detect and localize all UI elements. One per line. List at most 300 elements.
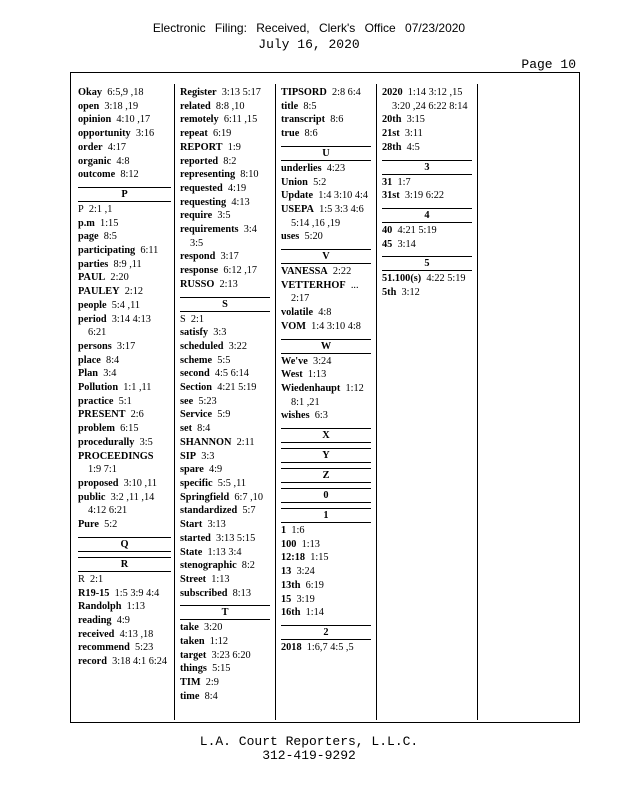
index-entry bbox=[78, 491, 171, 518]
index-section-header: Z bbox=[281, 468, 371, 483]
index-refs: 4:21 5:19 bbox=[217, 382, 257, 394]
index-refs: 4:5 bbox=[406, 141, 420, 153]
index-refs: 3:4 3:5 bbox=[190, 224, 257, 249]
index-section-header: 0 bbox=[281, 488, 371, 503]
index-refs: 3:12 bbox=[401, 287, 420, 299]
index-refs: 5:5 ,11 bbox=[217, 477, 246, 489]
index-column-3 bbox=[281, 86, 371, 655]
index-entry bbox=[180, 463, 270, 477]
index-entry bbox=[281, 579, 371, 593]
index-entry bbox=[382, 176, 472, 190]
index-entry bbox=[78, 614, 171, 628]
index-entry bbox=[281, 230, 371, 244]
index-entry bbox=[180, 340, 270, 354]
index-word: P bbox=[78, 203, 84, 215]
index-word: State bbox=[180, 546, 203, 558]
index-word: SHANNON bbox=[180, 436, 232, 448]
index-refs: 2:13 bbox=[219, 278, 238, 290]
index-entry bbox=[180, 223, 270, 250]
index-word: spare bbox=[180, 464, 204, 476]
index-entry bbox=[180, 450, 270, 464]
index-entry bbox=[382, 127, 472, 141]
index-entry bbox=[78, 641, 171, 655]
index-entry bbox=[281, 593, 371, 607]
index-entry bbox=[382, 113, 472, 127]
index-refs: 3:24 bbox=[296, 566, 315, 578]
index-word: 5th bbox=[382, 287, 397, 299]
index-entry bbox=[78, 127, 171, 141]
index-refs: 4:5 6:14 bbox=[214, 368, 249, 380]
index-word: time bbox=[180, 690, 200, 702]
index-refs: 8:8 ,10 bbox=[215, 100, 245, 112]
index-entry bbox=[78, 258, 171, 272]
index-word: remotely bbox=[180, 114, 219, 126]
index-entry bbox=[281, 203, 371, 230]
reporter-phone: 312-419-9292 bbox=[262, 748, 356, 763]
index-entry bbox=[180, 436, 270, 450]
index-word: procedurally bbox=[78, 436, 135, 448]
index-word: SIP bbox=[180, 450, 197, 462]
index-word: satisfy bbox=[180, 327, 209, 339]
index-word: outcome bbox=[78, 169, 116, 181]
index-entry bbox=[78, 100, 171, 114]
index-word: R19-15 bbox=[78, 587, 110, 599]
index-entry bbox=[78, 573, 171, 587]
index-word: Pollution bbox=[78, 382, 119, 394]
index-entry bbox=[382, 189, 472, 203]
index-entry bbox=[382, 238, 472, 252]
index-word: Section bbox=[180, 382, 213, 394]
index-word: underlies bbox=[281, 162, 322, 174]
index-entry bbox=[78, 587, 171, 601]
index-entry bbox=[180, 676, 270, 690]
index-refs: 1:1 ,11 bbox=[123, 382, 152, 394]
index-word: order bbox=[78, 141, 103, 153]
index-refs: 1:13 bbox=[211, 573, 230, 585]
index-refs: 3:17 bbox=[220, 251, 239, 263]
index-word: Wiedenhaupt bbox=[281, 382, 341, 394]
index-entry bbox=[180, 518, 270, 532]
index-section-header: 5 bbox=[382, 256, 472, 271]
index-refs: 3:10 ,11 bbox=[123, 477, 157, 489]
index-entry bbox=[180, 182, 270, 196]
index-refs: 2:1 bbox=[90, 573, 104, 585]
index-entry bbox=[180, 264, 270, 278]
index-word: 13th bbox=[281, 579, 301, 591]
index-refs: 3:18 ,19 bbox=[104, 100, 139, 112]
index-word: page bbox=[78, 231, 99, 243]
index-refs: 2:6 bbox=[130, 409, 144, 421]
index-entry bbox=[180, 408, 270, 422]
index-section-header: W bbox=[281, 339, 371, 354]
index-word: uses bbox=[281, 231, 300, 243]
index-refs: 8:5 bbox=[103, 231, 117, 243]
index-refs: 4:9 bbox=[209, 464, 223, 476]
index-entry bbox=[78, 422, 171, 436]
index-word: PAULEY bbox=[78, 286, 120, 298]
index-refs: 4:10 ,17 bbox=[116, 114, 151, 126]
index-refs: 5:1 bbox=[118, 395, 132, 407]
index-refs: 4:9 bbox=[116, 614, 130, 626]
index-entry bbox=[78, 155, 171, 169]
index-refs: 1:6,7 4:5 ,5 bbox=[306, 641, 354, 653]
index-word: Plan bbox=[78, 368, 99, 380]
index-entry bbox=[281, 606, 371, 620]
index-refs: 1:12 bbox=[209, 636, 229, 648]
index-entry bbox=[78, 313, 171, 340]
index-word: proposed bbox=[78, 477, 119, 489]
index-word: S bbox=[180, 313, 186, 325]
index-refs: 5:9 bbox=[217, 409, 231, 421]
index-refs: 3:11 bbox=[404, 128, 423, 140]
index-refs: 1:13 bbox=[126, 601, 145, 613]
index-word: 31 bbox=[382, 176, 393, 188]
index-entry bbox=[180, 127, 270, 141]
index-word: things bbox=[180, 663, 207, 675]
index-refs: 3:23 6:20 bbox=[211, 649, 251, 661]
index-entry bbox=[180, 155, 270, 169]
index-entry bbox=[180, 395, 270, 409]
index-entry bbox=[281, 551, 371, 565]
index-refs: 5:15 bbox=[212, 663, 231, 675]
index-entry bbox=[180, 354, 270, 368]
index-word: 45 bbox=[382, 238, 393, 250]
index-entry bbox=[180, 278, 270, 292]
index-entry bbox=[281, 355, 371, 369]
index-word: TIPSORD bbox=[281, 87, 327, 98]
index-word: require bbox=[180, 210, 213, 222]
index-refs: 1:13 3:4 bbox=[207, 546, 242, 558]
index-refs: 3:14 bbox=[397, 238, 416, 250]
index-entry bbox=[78, 244, 171, 258]
index-refs: 3:13 5:15 bbox=[216, 532, 256, 544]
index-word: set bbox=[180, 423, 193, 435]
index-word: REPORT bbox=[180, 141, 223, 153]
index-word: USEPA bbox=[281, 203, 314, 215]
index-section-header: U bbox=[281, 146, 371, 161]
index-word: Service bbox=[180, 409, 213, 421]
index-word: target bbox=[180, 649, 207, 661]
index-entry bbox=[281, 176, 371, 190]
index-section-header: Q bbox=[78, 537, 171, 552]
index-word: 21st bbox=[382, 128, 400, 140]
index-word: RUSSO bbox=[180, 278, 215, 290]
index-word: requesting bbox=[180, 196, 227, 208]
index-entry bbox=[281, 382, 371, 409]
index-entry bbox=[382, 86, 472, 113]
index-word: opinion bbox=[78, 114, 112, 126]
index-word: 2018 bbox=[281, 641, 302, 653]
index-refs: 3:24 bbox=[313, 355, 332, 367]
index-word: p.m bbox=[78, 217, 95, 229]
index-word: true bbox=[281, 128, 300, 140]
index-entry bbox=[180, 635, 270, 649]
column-divider bbox=[376, 84, 377, 720]
index-word: people bbox=[78, 299, 107, 311]
index-refs: 5:20 bbox=[304, 231, 323, 243]
index-refs: 8:2 bbox=[241, 560, 255, 572]
index-word: 16th bbox=[281, 607, 301, 619]
index-refs: 6:3 bbox=[314, 410, 328, 422]
index-refs: 4:13 ,18 bbox=[119, 628, 154, 640]
index-entry bbox=[180, 141, 270, 155]
index-entry bbox=[78, 477, 171, 491]
index-entry bbox=[78, 354, 171, 368]
index-refs: 3:13 bbox=[207, 519, 226, 531]
index-section-header: 3 bbox=[382, 160, 472, 175]
index-entry bbox=[78, 518, 171, 532]
index-word: requested bbox=[180, 182, 223, 194]
index-refs: 3:13 5:17 bbox=[221, 87, 261, 98]
index-refs: 3:22 bbox=[228, 340, 247, 352]
hearing-date: July 16, 2020 bbox=[258, 37, 360, 52]
index-refs: 1:9 bbox=[227, 141, 241, 153]
index-word: wishes bbox=[281, 410, 310, 422]
index-refs: 1:15 bbox=[310, 552, 329, 564]
index-word: Springfield bbox=[180, 491, 230, 503]
index-word: practice bbox=[78, 395, 114, 407]
index-entry bbox=[78, 168, 171, 182]
index-refs: 2:8 6:4 bbox=[331, 87, 361, 98]
index-word: 20th bbox=[382, 114, 402, 126]
index-column-4 bbox=[382, 86, 472, 300]
index-refs: 3:5 bbox=[139, 436, 153, 448]
index-entry bbox=[382, 286, 472, 300]
index-refs: 2:1 bbox=[190, 313, 205, 325]
index-entry bbox=[78, 285, 171, 299]
index-word: Street bbox=[180, 573, 207, 585]
index-refs: 1:13 bbox=[301, 538, 320, 550]
index-word: record bbox=[78, 656, 107, 668]
index-refs: 6:5,9 ,18 bbox=[107, 87, 144, 98]
index-refs: 6:19 bbox=[213, 128, 232, 140]
index-entry bbox=[180, 559, 270, 573]
index-refs: 2:1 ,1 bbox=[88, 203, 113, 215]
index-refs: 4:19 bbox=[227, 182, 247, 194]
index-word: recommend bbox=[78, 642, 130, 654]
index-column-2 bbox=[180, 86, 270, 704]
index-word: title bbox=[281, 100, 299, 112]
index-section-header: 1 bbox=[281, 508, 371, 523]
index-word: stenographic bbox=[180, 560, 237, 572]
index-refs: 3:20 bbox=[204, 622, 223, 634]
index-refs: 5:7 bbox=[242, 505, 256, 517]
index-section-header: V bbox=[281, 249, 371, 264]
index-refs: 4:22 5:19 bbox=[426, 273, 466, 285]
index-word: take bbox=[180, 622, 199, 634]
index-refs: 8:13 bbox=[232, 587, 251, 599]
index-word: Randolph bbox=[78, 601, 122, 613]
index-entry bbox=[78, 230, 171, 244]
index-section-header: S bbox=[180, 297, 270, 312]
index-entry bbox=[382, 224, 472, 238]
index-word: Register bbox=[180, 87, 217, 98]
index-entry bbox=[281, 565, 371, 579]
index-entry bbox=[180, 587, 270, 601]
index-entry bbox=[382, 141, 472, 155]
index-word: Okay bbox=[78, 87, 103, 98]
index-entry bbox=[78, 381, 171, 395]
index-refs: 5:2 bbox=[313, 176, 327, 188]
index-word: see bbox=[180, 395, 194, 407]
index-section-header: T bbox=[180, 605, 270, 620]
index-entry bbox=[180, 491, 270, 505]
index-refs: 3:14 4:13 6:21 bbox=[88, 313, 151, 339]
index-section-header: Y bbox=[281, 448, 371, 463]
index-word: problem bbox=[78, 423, 115, 435]
index-word: standardized bbox=[180, 505, 238, 517]
index-entry bbox=[78, 217, 171, 231]
index-word: Pure bbox=[78, 519, 99, 531]
index-word: PAUL bbox=[78, 272, 106, 284]
index-refs: 1:5 3:9 4:4 bbox=[114, 587, 160, 599]
index-word: 2020 bbox=[382, 87, 403, 98]
index-word: place bbox=[78, 354, 101, 366]
index-refs: 8:9 ,11 bbox=[113, 258, 142, 270]
index-word: volatile bbox=[281, 307, 314, 319]
index-word: VOM bbox=[281, 320, 306, 332]
index-entry bbox=[78, 86, 171, 100]
index-word: opportunity bbox=[78, 128, 131, 140]
index-word: PROCEEDINGS bbox=[78, 450, 154, 462]
index-word: 100 bbox=[281, 538, 297, 550]
index-entry bbox=[281, 279, 371, 306]
index-entry bbox=[180, 100, 270, 114]
index-entry bbox=[180, 196, 270, 210]
index-refs: 1:9 7:1 bbox=[88, 464, 117, 476]
index-entry bbox=[180, 113, 270, 127]
index-refs: 5:23 bbox=[198, 395, 217, 407]
index-entry bbox=[180, 649, 270, 663]
index-entry bbox=[180, 250, 270, 264]
index-refs: 3:18 4:1 6:24 bbox=[112, 656, 168, 668]
index-section-header: X bbox=[281, 428, 371, 443]
index-entry bbox=[78, 395, 171, 409]
index-word: 13 bbox=[281, 566, 292, 578]
column-divider bbox=[174, 84, 175, 720]
index-word: Start bbox=[180, 519, 203, 531]
index-entry bbox=[78, 600, 171, 614]
index-refs: 8:10 bbox=[240, 169, 259, 181]
index-refs: 1:15 bbox=[100, 217, 119, 229]
index-entry bbox=[180, 168, 270, 182]
index-refs: 8:2 bbox=[223, 155, 237, 167]
index-refs: 8:6 bbox=[304, 128, 318, 140]
index-word: scheme bbox=[180, 354, 213, 366]
index-refs: 3:3 bbox=[213, 327, 227, 339]
index-word: transcript bbox=[281, 114, 326, 126]
index-entry bbox=[180, 422, 270, 436]
index-word: second bbox=[180, 368, 210, 380]
index-refs: 3:19 bbox=[296, 593, 315, 605]
index-refs: 8:6 bbox=[330, 114, 344, 126]
index-word: started bbox=[180, 532, 211, 544]
index-refs: 4:21 5:19 bbox=[397, 224, 437, 236]
index-refs: ... 2:17 bbox=[291, 279, 359, 305]
index-entry bbox=[281, 127, 371, 141]
index-refs: 5:23 bbox=[135, 642, 154, 654]
index-refs: 5:5 bbox=[217, 354, 231, 366]
filing-stamp: Electronic Filing: Received, Clerk's Office 07/23/2020 bbox=[152, 21, 466, 35]
index-refs: 6:15 bbox=[120, 423, 139, 435]
index-refs: 1:13 bbox=[307, 369, 327, 381]
index-word: organic bbox=[78, 155, 112, 167]
index-word: participating bbox=[78, 245, 136, 257]
index-word: respond bbox=[180, 251, 216, 263]
index-entry bbox=[180, 477, 270, 491]
index-section-header: R bbox=[78, 557, 171, 572]
index-word: requirements bbox=[180, 224, 239, 236]
index-refs: 6:7 ,10 bbox=[234, 491, 263, 503]
index-entry bbox=[180, 367, 270, 381]
index-refs: 1:7 bbox=[397, 176, 411, 188]
index-entry bbox=[180, 209, 270, 223]
index-refs: 4:8 bbox=[116, 155, 130, 167]
index-refs: 3:16 bbox=[135, 128, 155, 140]
index-refs: 4:8 bbox=[318, 307, 332, 319]
index-entry bbox=[281, 113, 371, 127]
index-refs: 3:4 bbox=[103, 368, 117, 380]
index-entry bbox=[78, 628, 171, 642]
index-refs: 8:5 bbox=[303, 100, 317, 112]
index-entry bbox=[180, 546, 270, 560]
index-word: Union bbox=[281, 176, 308, 188]
index-refs: 6:12 ,17 bbox=[223, 265, 258, 277]
index-refs: 8:12 bbox=[120, 169, 139, 181]
index-refs: 6:19 bbox=[305, 579, 324, 591]
index-refs: 4:13 bbox=[231, 196, 250, 208]
index-refs: 8:4 bbox=[204, 690, 218, 702]
index-word: open bbox=[78, 100, 100, 112]
index-entry bbox=[281, 524, 371, 538]
index-entry bbox=[180, 573, 270, 587]
index-entry bbox=[78, 436, 171, 450]
index-refs: 3:3 bbox=[201, 450, 215, 462]
page-number: Page 10 bbox=[521, 57, 576, 72]
index-entry bbox=[281, 409, 371, 423]
index-refs: 3:17 bbox=[116, 340, 136, 352]
index-refs: 1:6 bbox=[291, 525, 305, 537]
index-entry bbox=[180, 86, 270, 100]
index-word: parties bbox=[78, 258, 109, 270]
index-word: PRESENT bbox=[78, 409, 126, 421]
index-refs: 2:9 bbox=[205, 677, 219, 689]
index-refs: 2:12 bbox=[124, 286, 144, 298]
index-refs: 1:4 3:10 4:4 bbox=[318, 190, 368, 202]
index-entry bbox=[382, 272, 472, 286]
index-entry bbox=[281, 368, 371, 382]
index-word: subscribed bbox=[180, 587, 228, 599]
index-word: public bbox=[78, 491, 106, 503]
column-divider bbox=[275, 84, 276, 720]
index-word: repeat bbox=[180, 128, 208, 140]
index-refs: 6:11 ,15 bbox=[223, 114, 258, 126]
index-word: 40 bbox=[382, 224, 393, 236]
index-word: TIM bbox=[180, 677, 201, 689]
index-word: 1 bbox=[281, 525, 287, 537]
index-section-header: 2 bbox=[281, 625, 371, 640]
index-refs: 5:4 ,11 bbox=[111, 299, 140, 311]
index-entry bbox=[180, 326, 270, 340]
index-entry bbox=[281, 100, 371, 114]
index-entry bbox=[180, 504, 270, 518]
index-entry bbox=[78, 655, 171, 669]
index-word: R bbox=[78, 573, 85, 585]
index-word: scheduled bbox=[180, 340, 224, 352]
index-entry bbox=[180, 621, 270, 635]
index-entry bbox=[78, 450, 171, 477]
index-section-header: 4 bbox=[382, 208, 472, 223]
